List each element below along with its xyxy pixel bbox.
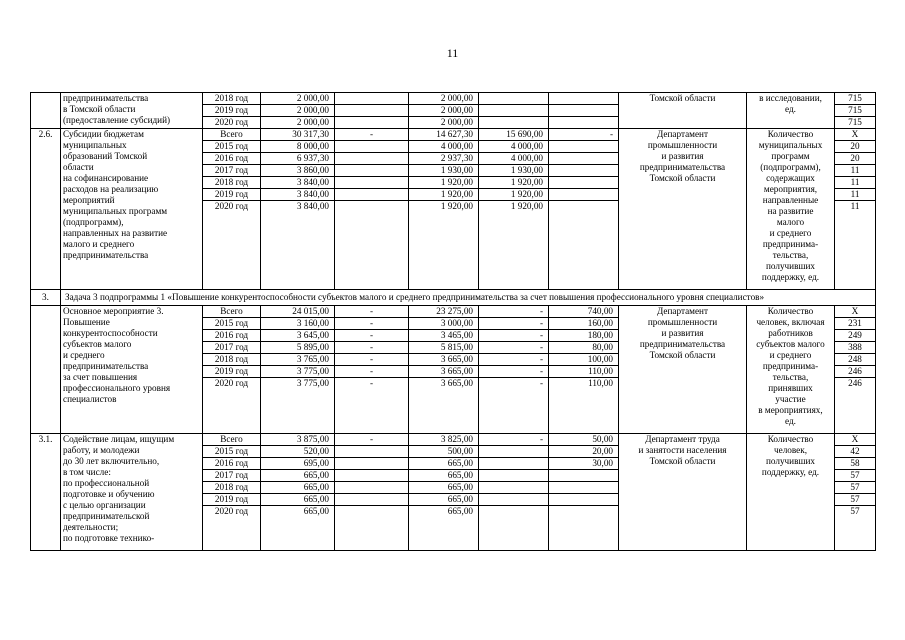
task-row [31, 290, 876, 306]
measure-name [61, 306, 203, 434]
row-number: 3.1. [31, 434, 61, 551]
measure-name-line: предпринимательства [63, 93, 149, 103]
year-cell: 2019 год [203, 105, 261, 117]
municipal-cell: 1 920,00 [479, 201, 549, 290]
total-cell: 3 840,00 [261, 201, 335, 290]
indicator-line: поддержку, ед. [761, 272, 820, 282]
indicator-line: поддержку, ед. [761, 467, 820, 477]
federal-cell [335, 177, 409, 189]
regional-cell: 2 000,00 [409, 93, 479, 105]
extra-budget-cell [549, 189, 619, 201]
measure-name-line: на софинансирование [63, 173, 149, 183]
executor [619, 93, 747, 129]
measure-name-line: профессионального уровня [63, 383, 171, 393]
municipal-cell [479, 105, 549, 117]
regional-cell: 14 627,30 [409, 129, 479, 141]
regional-cell: 3 665,00 [409, 378, 479, 434]
municipal-cell: 4 000,00 [479, 153, 549, 165]
measure-name-line: работу, и молодежи [63, 445, 140, 455]
indicator-line: Количество [767, 306, 814, 316]
indicator-line: предпринима- [762, 361, 819, 371]
row-number [31, 306, 61, 434]
regional-cell: 500,00 [409, 446, 479, 458]
extra-budget-cell [549, 506, 619, 551]
total-cell: 665,00 [261, 482, 335, 494]
indicator-value: 249 [835, 330, 876, 342]
year-cell: 2017 год [203, 165, 261, 177]
measure-name-line: расходов на реализацию [63, 184, 159, 194]
year-cell: 2020 год [203, 506, 261, 551]
measure-name-line: направленных на развитие [63, 228, 168, 238]
regional-cell: 1 920,00 [409, 189, 479, 201]
municipal-cell: - [479, 330, 549, 342]
federal-cell [335, 482, 409, 494]
total-cell: 24 015,00 [261, 306, 335, 318]
year-cell: 2019 год [203, 189, 261, 201]
extra-budget-cell [549, 141, 619, 153]
measure-name-line: по профессиональной [63, 478, 150, 488]
measure-name-line: подготовке и обучению [63, 489, 155, 499]
table-row [31, 434, 876, 446]
indicator [747, 129, 835, 290]
indicator-line: работников [768, 328, 813, 338]
indicator-value: 11 [835, 189, 876, 201]
year-cell: Всего [203, 129, 261, 141]
total-cell: 5 895,00 [261, 342, 335, 354]
indicator-line: Количество [767, 129, 814, 139]
total-cell: 6 937,30 [261, 153, 335, 165]
indicator-value: Х [835, 306, 876, 318]
regional-cell: 2 000,00 [409, 117, 479, 129]
year-cell: 2019 год [203, 366, 261, 378]
measure-name-line: муниципальных [63, 140, 127, 150]
indicator-line: получивших [765, 261, 816, 271]
indicator-line: малого [776, 217, 805, 227]
indicator [747, 306, 835, 434]
regional-cell: 5 815,00 [409, 342, 479, 354]
year-cell: 2020 год [203, 117, 261, 129]
indicator-line: программ [771, 151, 810, 161]
executor-line: Томской области [649, 173, 716, 183]
municipal-cell [479, 506, 549, 551]
measure-name-line: специалистов [63, 394, 117, 404]
year-cell: 2020 год [203, 201, 261, 290]
measure-name-line: (предоставление субсидий) [63, 115, 171, 125]
regional-cell: 4 000,00 [409, 141, 479, 153]
extra-budget-cell [549, 117, 619, 129]
executor-line: Департамент труда [645, 434, 720, 444]
executor-line: и развития [661, 151, 704, 161]
indicator-line: ед. [785, 104, 796, 114]
municipal-cell: - [479, 318, 549, 330]
indicator-value: 57 [835, 482, 876, 494]
indicator-line: содержащих [766, 173, 815, 183]
extra-budget-cell: 30,00 [549, 458, 619, 470]
regional-cell: 1 930,00 [409, 165, 479, 177]
measure-name [61, 129, 203, 290]
year-cell: 2015 год [203, 446, 261, 458]
measure-name-line: Содействие лицам, ищущим [63, 434, 175, 444]
row-number: 2.6. [31, 129, 61, 290]
indicator-line: (подпрограмм), [760, 162, 821, 172]
federal-cell: - [335, 318, 409, 330]
indicator [747, 93, 835, 129]
executor-line: Департамент [657, 306, 708, 316]
federal-cell [335, 458, 409, 470]
regional-cell: 23 275,00 [409, 306, 479, 318]
year-cell: 2016 год [203, 458, 261, 470]
year-cell: 2020 год [203, 378, 261, 434]
measure-name [61, 93, 203, 129]
indicator-line: тельства, [772, 250, 809, 260]
federal-cell: - [335, 434, 409, 446]
indicator-line: получивших [765, 456, 816, 466]
measure-name-line: предпринимательства [63, 361, 149, 371]
total-cell: 3 860,00 [261, 165, 335, 177]
indicator [747, 434, 835, 551]
total-cell: 30 317,30 [261, 129, 335, 141]
year-cell: 2017 год [203, 342, 261, 354]
federal-cell [335, 153, 409, 165]
indicator-line: муниципальных [758, 140, 823, 150]
year-cell: 2018 год [203, 177, 261, 189]
total-cell: 3 775,00 [261, 378, 335, 434]
federal-cell: - [335, 378, 409, 434]
extra-budget-cell [549, 470, 619, 482]
indicator-value: 246 [835, 366, 876, 378]
regional-cell: 3 465,00 [409, 330, 479, 342]
municipal-cell: 4 000,00 [479, 141, 549, 153]
municipal-cell: - [479, 354, 549, 366]
total-cell: 2 000,00 [261, 93, 335, 105]
indicator-value: Х [835, 434, 876, 446]
extra-budget-cell: 160,00 [549, 318, 619, 330]
measure-name-line: субъектов малого [63, 339, 132, 349]
measure-name-line: малого и среднего [63, 239, 135, 249]
municipal-cell: - [479, 342, 549, 354]
measure-name-line: мероприятий [63, 195, 115, 205]
executor [619, 434, 747, 551]
extra-budget-cell: 180,00 [549, 330, 619, 342]
measure-name-line: предпринимательской [63, 511, 150, 521]
federal-cell [335, 446, 409, 458]
total-cell: 2 000,00 [261, 105, 335, 117]
municipal-cell [479, 93, 549, 105]
indicator-line: человек, включая [756, 317, 825, 327]
indicator-value: 20 [835, 141, 876, 153]
task-title: Задача 3 подпрограммы 1 «Повышение конкурентоспособности субъектов малого и среднего предпринимательства за счет повышения профессионального уровня специалистов» [61, 290, 876, 306]
regional-cell: 2 000,00 [409, 105, 479, 117]
extra-budget-cell [549, 494, 619, 506]
measure-name-line: области [63, 162, 94, 172]
federal-cell: - [335, 129, 409, 141]
measure-name-line: в Томской области [63, 104, 136, 114]
municipal-cell [479, 482, 549, 494]
municipal-cell: 1 930,00 [479, 165, 549, 177]
indicator-value: Х [835, 129, 876, 141]
measure-name-line: по подготовке технико- [63, 533, 155, 543]
measure-name-line: деятельности; [63, 522, 119, 532]
extra-budget-cell [549, 201, 619, 290]
indicator-value: 11 [835, 165, 876, 177]
indicator-value: 715 [835, 105, 876, 117]
municipal-cell: - [479, 434, 549, 446]
federal-cell: - [335, 354, 409, 366]
extra-budget-cell [549, 105, 619, 117]
executor-line: Томской области [649, 456, 716, 466]
municipal-cell [479, 470, 549, 482]
indicator-line: и среднего [769, 228, 812, 238]
measure-name-line: и среднего [63, 350, 105, 360]
measure-name-line: конкурентоспособности [63, 328, 158, 338]
indicator-value: 57 [835, 470, 876, 482]
federal-cell [335, 506, 409, 551]
municipal-cell [479, 494, 549, 506]
total-cell: 695,00 [261, 458, 335, 470]
measure-name [61, 434, 203, 551]
indicator-value: 248 [835, 354, 876, 366]
measure-name-line: до 30 лет включительно, [63, 456, 160, 466]
total-cell: 3 645,00 [261, 330, 335, 342]
executor-line: Департамент [657, 129, 708, 139]
total-cell: 3 160,00 [261, 318, 335, 330]
municipal-cell [479, 458, 549, 470]
federal-cell [335, 201, 409, 290]
year-cell: 2016 год [203, 153, 261, 165]
table-row [31, 93, 876, 105]
year-cell: Всего [203, 306, 261, 318]
table-row [31, 306, 876, 318]
extra-budget-cell: 110,00 [549, 378, 619, 434]
executor-line: промышленности [647, 140, 718, 150]
indicator-value: 42 [835, 446, 876, 458]
extra-budget-cell: 50,00 [549, 434, 619, 446]
total-cell: 3 840,00 [261, 177, 335, 189]
regional-cell: 665,00 [409, 470, 479, 482]
year-cell: 2015 год [203, 141, 261, 153]
year-cell: 2016 год [203, 330, 261, 342]
page-number: 11 [446, 46, 459, 60]
indicator-line: в мероприятиях, [758, 405, 823, 415]
extra-budget-cell: 110,00 [549, 366, 619, 378]
indicator-value: 246 [835, 378, 876, 434]
indicator-value: 715 [835, 93, 876, 105]
measure-name-line: муниципальных программ [63, 206, 168, 216]
indicator-line: тельства, [772, 372, 809, 382]
total-cell: 3 775,00 [261, 366, 335, 378]
measure-name-line: (подпрограмм), [63, 217, 124, 227]
regional-cell: 3 000,00 [409, 318, 479, 330]
federal-cell [335, 141, 409, 153]
measure-name-line: за счет повышения [63, 372, 138, 382]
year-cell: 2018 год [203, 354, 261, 366]
indicator-line: участие [775, 394, 806, 404]
indicator-value: 57 [835, 506, 876, 551]
indicator-line: и среднего [769, 350, 812, 360]
extra-budget-cell [549, 93, 619, 105]
year-cell: 2017 год [203, 470, 261, 482]
indicator-value: 20 [835, 153, 876, 165]
indicator-value: 715 [835, 117, 876, 129]
indicator-line: Количество [767, 434, 814, 444]
federal-cell: - [335, 330, 409, 342]
indicator-line: направленные [762, 195, 819, 205]
extra-budget-cell [549, 177, 619, 189]
federal-cell [335, 470, 409, 482]
executor-line: промышленности [647, 317, 718, 327]
regional-cell: 665,00 [409, 506, 479, 551]
measure-name-line: Повышение [63, 317, 110, 327]
year-cell: 2019 год [203, 494, 261, 506]
indicator-line: на развитие [767, 206, 814, 216]
executor [619, 129, 747, 290]
indicator-value: 11 [835, 177, 876, 189]
indicator-line: в исследовании, [759, 93, 822, 103]
measure-name-line: в том числе: [63, 467, 111, 477]
extra-budget-cell: 80,00 [549, 342, 619, 354]
federal-cell: - [335, 342, 409, 354]
indicator-value: 388 [835, 342, 876, 354]
task-number: 3. [31, 290, 61, 306]
municipal-cell: - [479, 306, 549, 318]
year-cell: 2018 год [203, 93, 261, 105]
municipal-cell: - [479, 378, 549, 434]
regional-cell: 665,00 [409, 482, 479, 494]
executor-line: и развития [661, 328, 704, 338]
indicator-line: принявших [768, 383, 813, 393]
extra-budget-cell [549, 165, 619, 177]
federal-cell [335, 165, 409, 177]
year-cell: 2015 год [203, 318, 261, 330]
total-cell: 3 765,00 [261, 354, 335, 366]
measure-name-line: образований Томской [63, 151, 148, 161]
federal-cell [335, 93, 409, 105]
regional-cell: 1 920,00 [409, 201, 479, 290]
extra-budget-cell: 100,00 [549, 354, 619, 366]
measure-name-line: с целью организации [63, 500, 146, 510]
regional-cell: 2 937,30 [409, 153, 479, 165]
federal-cell [335, 189, 409, 201]
executor-line: Томской области [649, 350, 716, 360]
indicator-value: 11 [835, 201, 876, 290]
extra-budget-cell: - [549, 129, 619, 141]
total-cell: 665,00 [261, 470, 335, 482]
total-cell: 665,00 [261, 494, 335, 506]
total-cell: 3 875,00 [261, 434, 335, 446]
table-row [31, 129, 876, 141]
extra-budget-cell: 20,00 [549, 446, 619, 458]
indicator-line: предпринима- [762, 239, 819, 249]
regional-cell: 3 825,00 [409, 434, 479, 446]
regional-cell: 665,00 [409, 494, 479, 506]
total-cell: 520,00 [261, 446, 335, 458]
indicator-line: человек, [774, 445, 807, 455]
year-cell: 2018 год [203, 482, 261, 494]
municipal-cell [479, 446, 549, 458]
program-table [30, 92, 876, 551]
indicator-line: ед. [785, 416, 796, 426]
municipal-cell: 1 920,00 [479, 177, 549, 189]
indicator-value: 231 [835, 318, 876, 330]
federal-cell [335, 105, 409, 117]
indicator-line: мероприятия, [763, 184, 818, 194]
indicator-value: 57 [835, 494, 876, 506]
regional-cell: 3 665,00 [409, 366, 479, 378]
measure-name-line: предпринимательства [63, 250, 149, 260]
row-number [31, 93, 61, 129]
regional-cell: 665,00 [409, 458, 479, 470]
extra-budget-cell: 740,00 [549, 306, 619, 318]
regional-cell: 3 665,00 [409, 354, 479, 366]
measure-name-line: Субсидии бюджетам [63, 129, 144, 139]
total-cell: 8 000,00 [261, 141, 335, 153]
municipal-cell [479, 117, 549, 129]
municipal-cell: 1 920,00 [479, 189, 549, 201]
municipal-cell: - [479, 366, 549, 378]
total-cell: 665,00 [261, 506, 335, 551]
indicator-value: 58 [835, 458, 876, 470]
federal-cell: - [335, 366, 409, 378]
federal-cell: - [335, 306, 409, 318]
extra-budget-cell [549, 153, 619, 165]
measure-name-line: Основное мероприятие 3. [63, 306, 164, 316]
executor-line: предпринимательства [639, 339, 726, 349]
municipal-cell: 15 690,00 [479, 129, 549, 141]
indicator-line: субъектов малого [756, 339, 825, 349]
year-cell: Всего [203, 434, 261, 446]
federal-cell [335, 117, 409, 129]
executor-line: предпринимательства [639, 162, 726, 172]
extra-budget-cell [549, 482, 619, 494]
total-cell: 2 000,00 [261, 117, 335, 129]
executor [619, 306, 747, 434]
federal-cell [335, 494, 409, 506]
executor-line: Томской области [649, 93, 716, 103]
total-cell: 3 840,00 [261, 189, 335, 201]
executor-line: и занятости населения [638, 445, 727, 455]
regional-cell: 1 920,00 [409, 177, 479, 189]
